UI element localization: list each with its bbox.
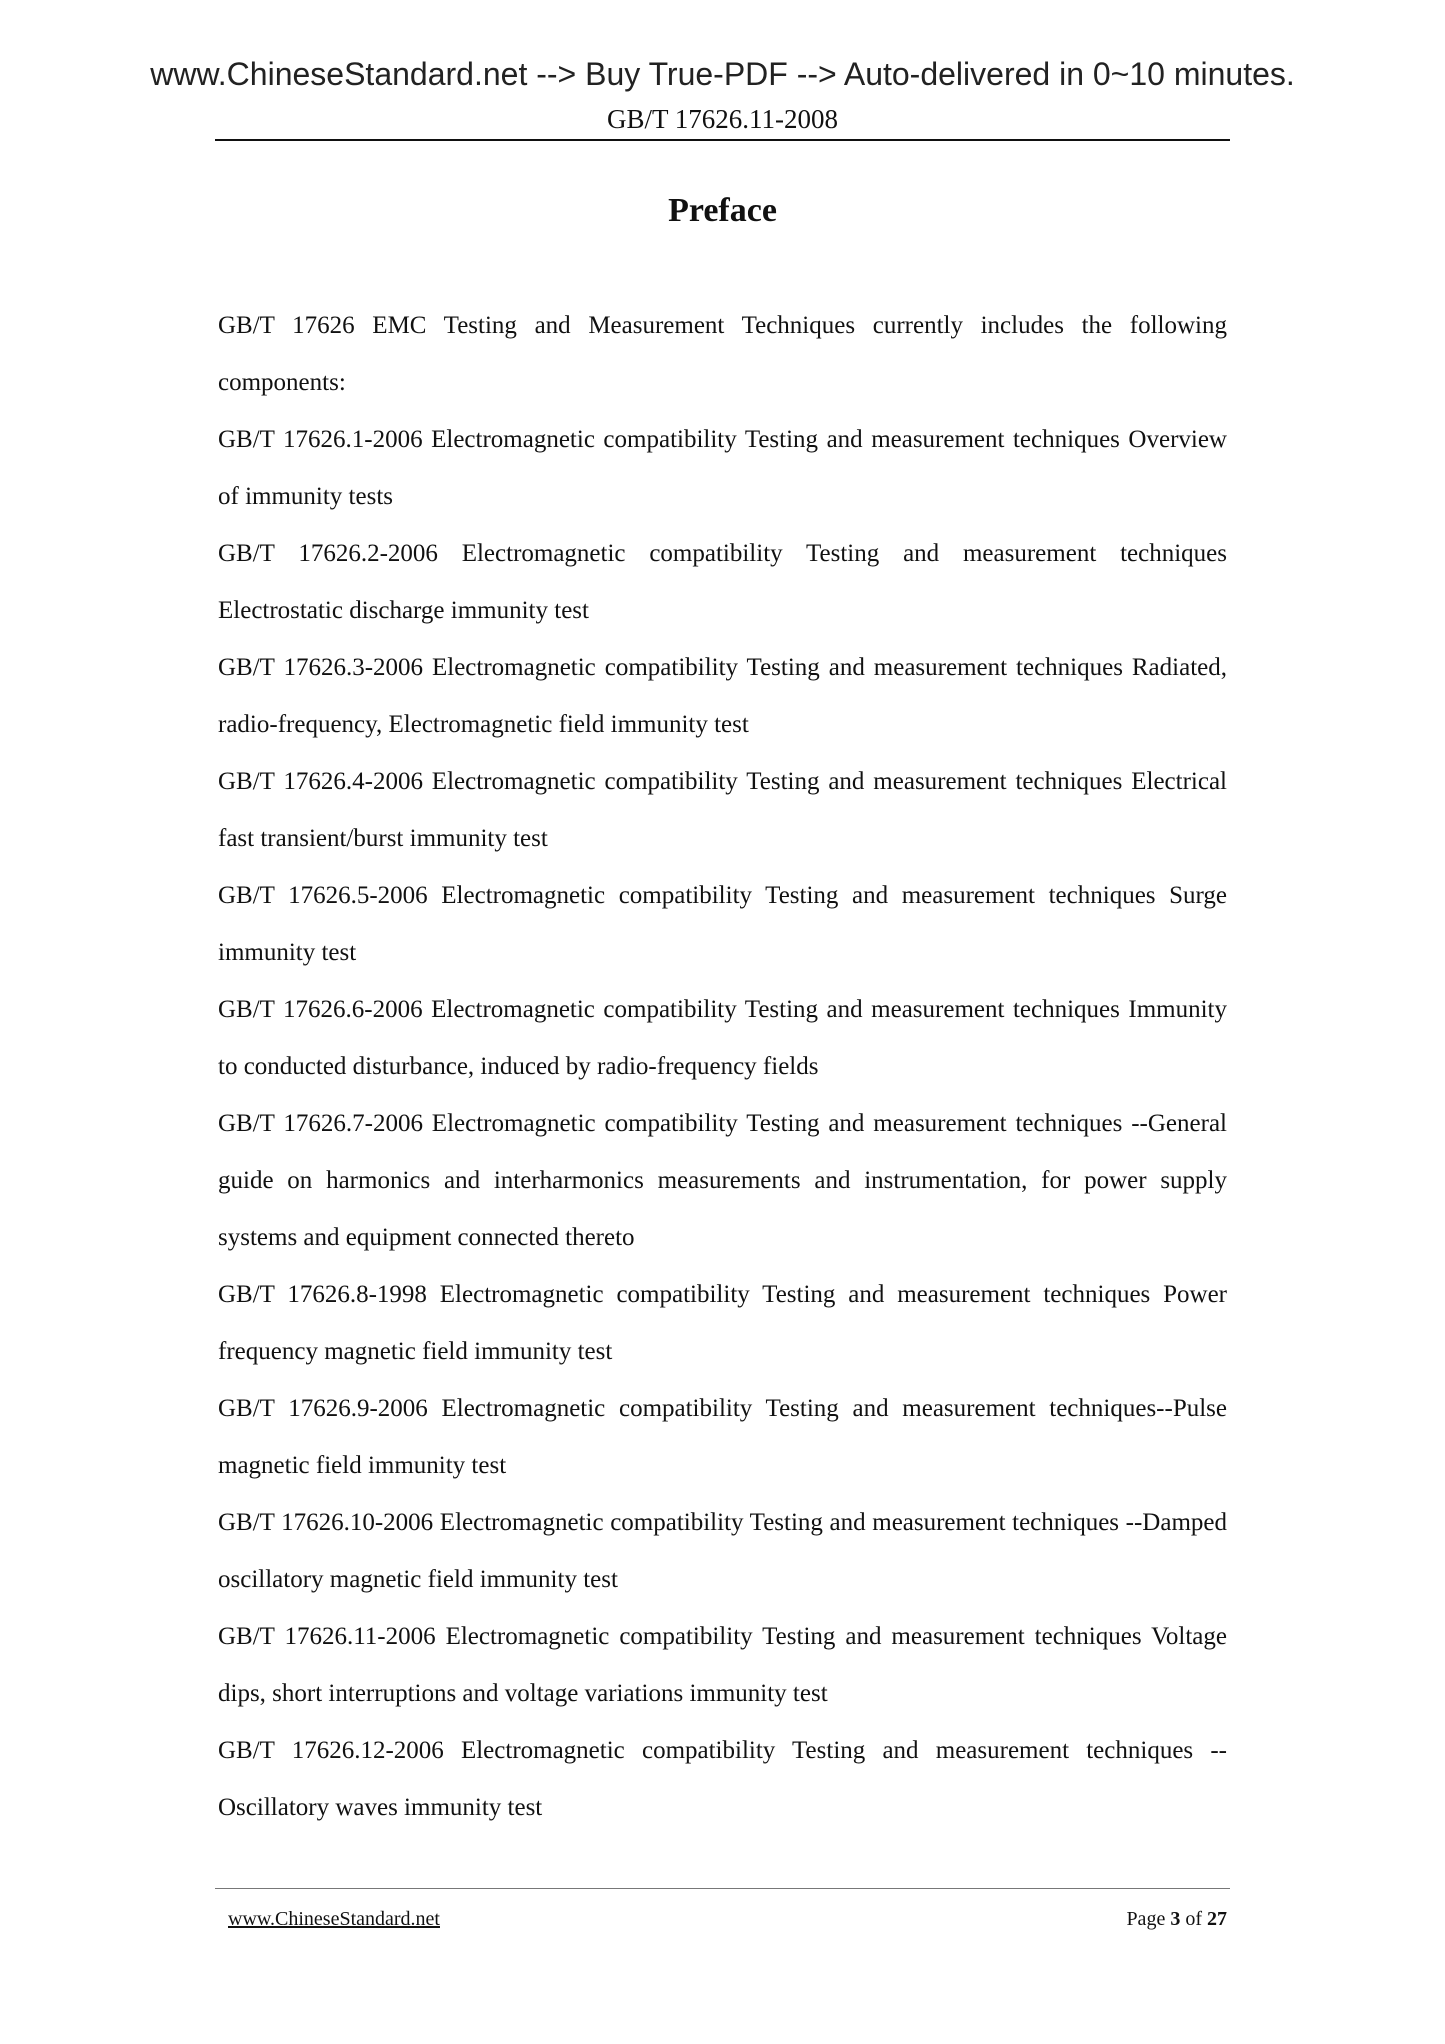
page-number <box>1126 1908 1227 1931</box>
standard-entry-part-9: GB/T 17626.9-2006 Electromagnetic compatibility Testing and measurement techniques--Pulse magnetic field immunity test <box>218 1395 1227 1479</box>
standard-entry-part-11: GB/T 17626.11-2006 Electromagnetic compatibility Testing and measurement techniques Voltage dips, short interruptions and voltage variations immunity test <box>218 1623 1227 1707</box>
page-current: 3 <box>1170 1908 1181 1930</box>
header-divider <box>215 139 1230 141</box>
page-total: 27 <box>1207 1908 1227 1930</box>
standard-number: GB/T 17626.11-2008 <box>606 104 838 134</box>
preface-body <box>218 297 1227 1836</box>
standard-entry-part-4: GB/T 17626.4-2006 Electromagnetic compatibility Testing and measurement techniques Electrical fast transient/burst immunity test <box>218 768 1227 852</box>
standard-entry-part-10: GB/T 17626.10-2006 Electromagnetic compatibility Testing and measurement techniques --Damped oscillatory magnetic field immunity test <box>218 1509 1227 1593</box>
site-banner: www.ChineseStandard.net --> Buy True-PDF --> Auto-delivered in 0~10 minutes. <box>150 56 1295 92</box>
page-title: Preface <box>668 192 777 229</box>
footer-site-link[interactable]: www.ChineseStandard.net <box>228 1908 440 1930</box>
intro-paragraph: GB/T 17626 EMC Testing and Measurement Techniques currently includes the following components: <box>218 312 1227 396</box>
footer-divider <box>215 1888 1230 1889</box>
standard-entry-part-1: GB/T 17626.1-2006 Electromagnetic compatibility Testing and measurement techniques Overview of immunity tests <box>218 426 1227 510</box>
standard-entry-part-12: GB/T 17626.12-2006 Electromagnetic compatibility Testing and measurement techniques --Oscillatory waves immunity test <box>218 1737 1227 1821</box>
standard-entry-part-3: GB/T 17626.3-2006 Electromagnetic compatibility Testing and measurement techniques Radiated, radio-frequency, Electromagnetic field immunity test <box>218 654 1227 738</box>
standard-entry-part-2: GB/T 17626.2-2006 Electromagnetic compatibility Testing and measurement techniques Electrostatic discharge immunity test <box>218 540 1227 624</box>
standard-entry-part-6: GB/T 17626.6-2006 Electromagnetic compatibility Testing and measurement techniques Immunity to conducted disturbance, induced by radio-frequency fields <box>218 996 1227 1080</box>
page-of: of <box>1180 1908 1207 1930</box>
page-prefix: Page <box>1126 1908 1171 1930</box>
standard-entry-part-7: GB/T 17626.7-2006 Electromagnetic compatibility Testing and measurement techniques --General guide on harmonics and interharmonics measurements and instrumentation, for power supply systems and equipment connected thereto <box>218 1110 1227 1251</box>
standard-entry-part-8: GB/T 17626.8-1998 Electromagnetic compatibility Testing and measurement techniques Power frequency magnetic field immunity test <box>218 1281 1227 1365</box>
standard-entry-part-5: GB/T 17626.5-2006 Electromagnetic compatibility Testing and measurement techniques Surge immunity test <box>218 882 1227 966</box>
